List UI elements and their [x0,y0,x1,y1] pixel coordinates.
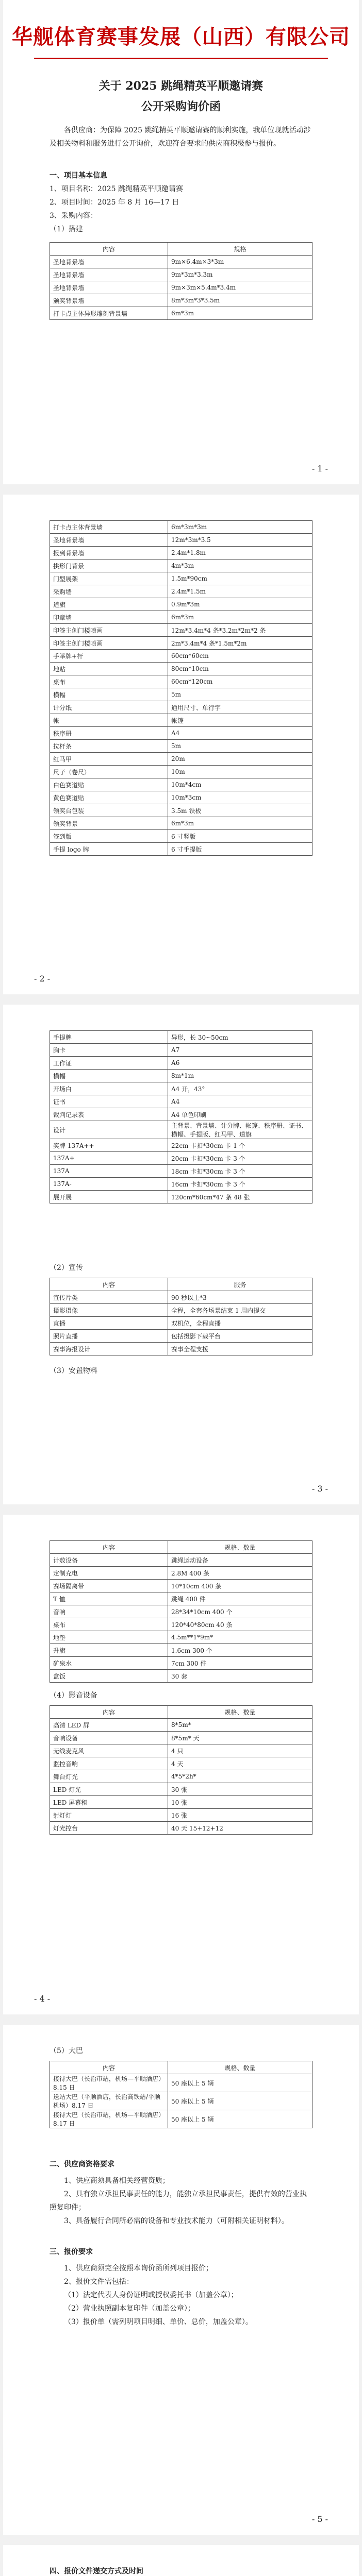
table-header: 内容 [50,243,168,256]
table-cell: 60cm*60cm [168,650,312,663]
page-number: - 3 - [311,1484,328,1494]
table-cell: 桌布 [50,675,168,688]
table-cell: 秩序册 [50,727,168,740]
s3-item: 2、报价文件需包括： [64,2278,134,2286]
table-cell: 印章墙 [50,611,168,624]
table-cell: A4 开，43° [168,1082,312,1095]
table-cell: 6m*3m [168,817,312,830]
table-cell: 50 座以上 5 辆 [168,2074,312,2092]
table-cell: 横幅 [50,688,168,701]
table-cell: 高清 LED 屏 [50,1719,168,1732]
table-cell: 18cm 卡扣*30cm 卡 3 个 [168,1165,312,1178]
table-cell: 包括摄影下载平台 [168,1330,312,1343]
table-cell: 137A [50,1165,168,1178]
table-cell: 5m [168,688,312,701]
table-cell: 接待大巴（长治市站，机场—平顺酒店）8.17 日 [50,2110,168,2128]
table-cell: 照片直播 [50,1330,168,1343]
table-cell: 10m*3cm [168,791,312,804]
table-cell: 2.4m*1.5m [168,585,312,598]
s1-item: 2、项目时间：2025 年 8 月 16—17 日 [50,198,179,207]
table-cell: 跳绳运动设备 [168,1554,312,1567]
table-cell: 监控音响 [50,1757,168,1770]
table-cell: 宣传片类 [50,1291,168,1304]
table-cell: 赛事海报设计 [50,1343,168,1355]
table-publicity [50,1278,312,1355]
s1-sub-heading: （5）大巴 [50,2047,83,2055]
table-cell: 拱形门背景 [50,560,168,572]
table-cell: 打卡点主体异形雕刻背景墙 [50,307,168,320]
table-header: 规格、数量 [168,1541,312,1554]
table-cell: 2m*3.4m*4 条*1.5m*2m [168,637,312,650]
table-cell: 2.8M 400 条 [168,1567,312,1580]
table-cell: 计数设备 [50,1554,168,1567]
table-cell: 赛场隔离带 [50,1580,168,1592]
table-av [50,1705,312,1835]
table-cell: 120*40*80cm 40 条 [168,1618,312,1631]
page-2 [3,495,359,994]
table-cell: 50 座以上 5 辆 [168,2092,312,2110]
table-cell: 射灯灯 [50,1809,168,1822]
table-cell: 1.6cm 300 个 [168,1644,312,1657]
table-cell: 30 套 [168,1670,312,1683]
table-cell: 8m*1m [168,1070,312,1082]
table-cell: 黄色赛道贴 [50,791,168,804]
table-header: 规格、数量 [168,2061,312,2074]
table-cell: 5m [168,740,312,753]
section-4-heading: 四、报价文件递交方式及时间 [50,2567,143,2575]
table-cell: 28*34*10cm 400 个 [168,1605,312,1618]
table-cell: 横幅 [50,1070,168,1082]
letterhead-rule [34,58,328,59]
table-cell: 137A+ [50,1152,168,1165]
table-cell: A7 [168,1044,312,1057]
table-cell: 7cm 300 件 [168,1657,312,1670]
table-cell: 升旗 [50,1644,168,1657]
table-cell: 采购墙 [50,585,168,598]
table-cell: 16cm 卡扣*30cm 卡 3 个 [168,1178,312,1191]
s1-item: 1、项目名称：2025 跳绳精英平顺邀请赛 [50,185,183,193]
table-cell: 4.5m**1*9m* [168,1631,312,1644]
table-cell: 道旗 [50,598,168,611]
table-cell: 异形，长 30~50cm [168,1031,312,1044]
table-cell: 帐篷 [168,714,312,727]
page-number: - 5 - [311,2514,328,2524]
table-cell: LED 屏幕租 [50,1796,168,1809]
table-cell: 30 张 [168,1783,312,1796]
table-cell: 圣地背景墙 [50,281,168,294]
table-cell: 圣地背景墙 [50,534,168,547]
table-cell: 门型展架 [50,572,168,585]
table-cell: 6 寸手提版 [168,843,312,856]
table-cell: 无线麦克风 [50,1744,168,1757]
table-header: 内容 [50,2061,168,2074]
s3-item: 1、供应商须完全按照本询价函所列项目报价； [64,2264,213,2273]
table-cell: A4 单色印刷 [168,1108,312,1121]
table-setup [50,242,312,320]
table-cell: 直播 [50,1317,168,1330]
table-cell: 音响设备 [50,1732,168,1744]
table-cell: 签到版 [50,830,168,843]
page-6 [3,2545,359,2576]
table-cell: 颁奖背景墙 [50,294,168,307]
table-cell: 接待大巴（长治市站，机场—平顺酒店）8.15 日 [50,2074,168,2092]
table-cell: 奖牌 137A++ [50,1139,168,1152]
table-cell: 帐 [50,714,168,727]
table-cell: 2.4m*1.8m [168,547,312,560]
table-cell: A4 [168,1095,312,1108]
table-cell: 6m*3m [168,611,312,624]
table-cell: 22cm 卡扣*30cm 卡 1 个 [168,1139,312,1152]
table-cell: 开场白 [50,1082,168,1095]
doc-title-1: 关于 2025 跳绳精英平顺邀请赛 [98,79,264,93]
page-3 [3,1005,359,1504]
s2-item: 1、供应商须具备相关经营资质； [64,2177,170,2185]
table-header: 规格 [168,243,312,256]
s3-item: （1）法定代表人身份证明或授权委托书（加盖公章）； [64,2291,238,2299]
table-cell: 裁判记录表 [50,1108,168,1121]
table-cell: 90 秒以上*3 [168,1291,312,1304]
s1-item: 3、采购内容： [50,212,97,220]
table-cell: 137A- [50,1178,168,1191]
table-cell: 桌布 [50,1618,168,1631]
table-cell: 印签主创门楼喷画 [50,624,168,637]
table-cell: 领奖台包装 [50,804,168,817]
table-cell: 证书 [50,1095,168,1108]
table-cell: 8*5m* [168,1719,312,1732]
table-cell: A4 [168,727,312,740]
table-cell: 跳绳 400 件 [168,1592,312,1605]
page-5 [3,2025,359,2535]
table-cell: 10m*4cm [168,778,312,791]
table-cell: 定制充电 [50,1567,168,1580]
page-number: - 4 - [34,1994,51,2004]
table-cell: LED 灯光 [50,1783,168,1796]
s2-item: 2、具有独立承担民事责任的能力，能独立承担民事责任，提供有效的营业执照复印件； [50,2190,307,2212]
table-cell: 3.5m 铁板 [168,804,312,817]
table-cell: 胸卡 [50,1044,168,1057]
table-cell: 全程，全套各场景结束 1 周内提交 [168,1304,312,1317]
table-cell: 手举牌+杆 [50,650,168,663]
table-cell: 9m*3m*3.3m [168,268,312,281]
table-cell: 4 天 [168,1757,312,1770]
table-cell: 12m*3.4m*4 条*3.2m*2m*2 条 [168,624,312,637]
table-cell: 手提牌 [50,1031,168,1044]
table-cell: T 恤 [50,1592,168,1605]
page-1 [3,0,359,484]
table-cell: A6 [168,1057,312,1070]
section-1-heading: 一、项目基本信息 [50,172,107,180]
table-cell: 地垫 [50,1631,168,1644]
s1-sub-heading: （4）影音设备 [50,1691,97,1700]
section-3-heading: 三、报价要求 [50,2248,93,2256]
table-cell: 8m*3m*3*3.5m [168,294,312,307]
table-cell: 12m*3m*3.5 [168,534,312,547]
table-header: 内容 [50,1706,168,1719]
s1-sub-heading: （3）安置物料 [50,1367,97,1375]
table-cell: 10*10cm 400 条 [168,1580,312,1592]
table-cell: 双机位，全程直播 [168,1317,312,1330]
table-cell: 矿泉水 [50,1657,168,1670]
table-cell: 白色赛道贴 [50,778,168,791]
table-cell: 4*5*2h* [168,1770,312,1783]
s3-item: （3）报价单（需列明项目明细、单价、总价，加盖公章）。 [64,2318,253,2326]
table-header: 服务 [168,1278,312,1291]
table-cell: 圣地背景墙 [50,256,168,268]
s3-item: （2）营业执照副本复印件（加盖公章）； [64,2304,195,2313]
table-cell: 20cm 卡扣*30cm 卡 3 个 [168,1152,312,1165]
table-cell: 展开展 [50,1191,168,1204]
table-cell: 红马甲 [50,753,168,766]
table-cell: 设计 [50,1121,168,1139]
table-cell: 4 只 [168,1744,312,1757]
table-cell: 盒饭 [50,1670,168,1683]
table-cell: 地贴 [50,663,168,675]
table-materials [50,1540,312,1683]
table-cell: 8*5m* 天 [168,1732,312,1744]
table-header: 内容 [50,1541,168,1554]
table-cell: 计分纸 [50,701,168,714]
table-cell: 摄影摄像 [50,1304,168,1317]
table-cell: 手提 logo 牌 [50,843,168,856]
s1-sub-heading: （2）宣传 [50,1264,83,1272]
table-cell: 10 张 [168,1796,312,1809]
table-cell: 20m [168,753,312,766]
table-cell: 领奖背景 [50,817,168,830]
table-cell: 4m*3m [168,560,312,572]
table-cell: 80cm*10cm [168,663,312,675]
table-cell: 送站大巴（平顺酒店，长治高铁站/平顺机场）8.17 日 [50,2092,168,2110]
table-cell: 120cm*60cm*47 条 48 张 [168,1191,312,1204]
table-header: 规格、数量 [168,1706,312,1719]
table-cell: 主背景、背景墙、计分牌、帐篷、秩序册、证书、横幅、手提版、红马甲、道旗 [168,1121,312,1139]
table-cell: 6 寸竖版 [168,830,312,843]
table-cell: 赛事全程支援 [168,1343,312,1355]
intro-paragraph: 各供应商：为保障 2025 跳绳精英平顺邀请赛的顺利实施，我单位现就活动涉及相关物料和服务进行公开询价，欢迎符合要求的供应商积极参与报价。 [50,126,311,148]
table-cell: 尺子（卷尺） [50,766,168,778]
page-number: - 2 - [34,974,51,984]
table-cell: 9m×3m×5.4m*3.4m [168,281,312,294]
table-cell: 工作证 [50,1057,168,1070]
s2-item: 3、具备履行合同所必需的设备和专业技术能力（可附相关证明材料）。 [64,2217,289,2225]
table-cell: 报到背景墙 [50,547,168,560]
table-cell: 通用尺寸、单行字 [168,701,312,714]
table-cell: 0.9m*3m [168,598,312,611]
table-cell: 圣地背景墙 [50,268,168,281]
table-bus [50,2061,312,2128]
table-cell: 舞台灯光 [50,1770,168,1783]
table-cell: 40 天 15+12+12 [168,1822,312,1835]
table-cell: 1.5m*90cm [168,572,312,585]
table-cell: 打卡点主体背景墙 [50,521,168,534]
page-4 [3,1515,359,2014]
letterhead: 华舰体育赛事发展（山西）有限公司 [12,25,350,49]
table-setup-cont [50,520,312,856]
table-cell: 拉杆条 [50,740,168,753]
section-2-heading: 二、供应商资格要求 [50,2160,114,2168]
table-header: 内容 [50,1278,168,1291]
table-cell: 16 张 [168,1809,312,1822]
doc-title-2: 公开采购询价函 [141,100,221,113]
table-cell: 50 座以上 5 辆 [168,2110,312,2128]
table-cell: 灯光控台 [50,1822,168,1835]
table-cell: 印签主创门楼喷画 [50,637,168,650]
page-number: - 1 - [311,464,328,473]
table-cell: 6m*3m [168,307,312,320]
table-printing [50,1030,312,1204]
s1-sub-heading: （1）搭建 [50,225,83,233]
table-cell: 60cm*120cm [168,675,312,688]
table-cell: 音响 [50,1605,168,1618]
table-cell: 9m×6.4m×3*3m [168,256,312,268]
table-cell: 10m [168,766,312,778]
table-cell: 6m*3m*3m [168,521,312,534]
